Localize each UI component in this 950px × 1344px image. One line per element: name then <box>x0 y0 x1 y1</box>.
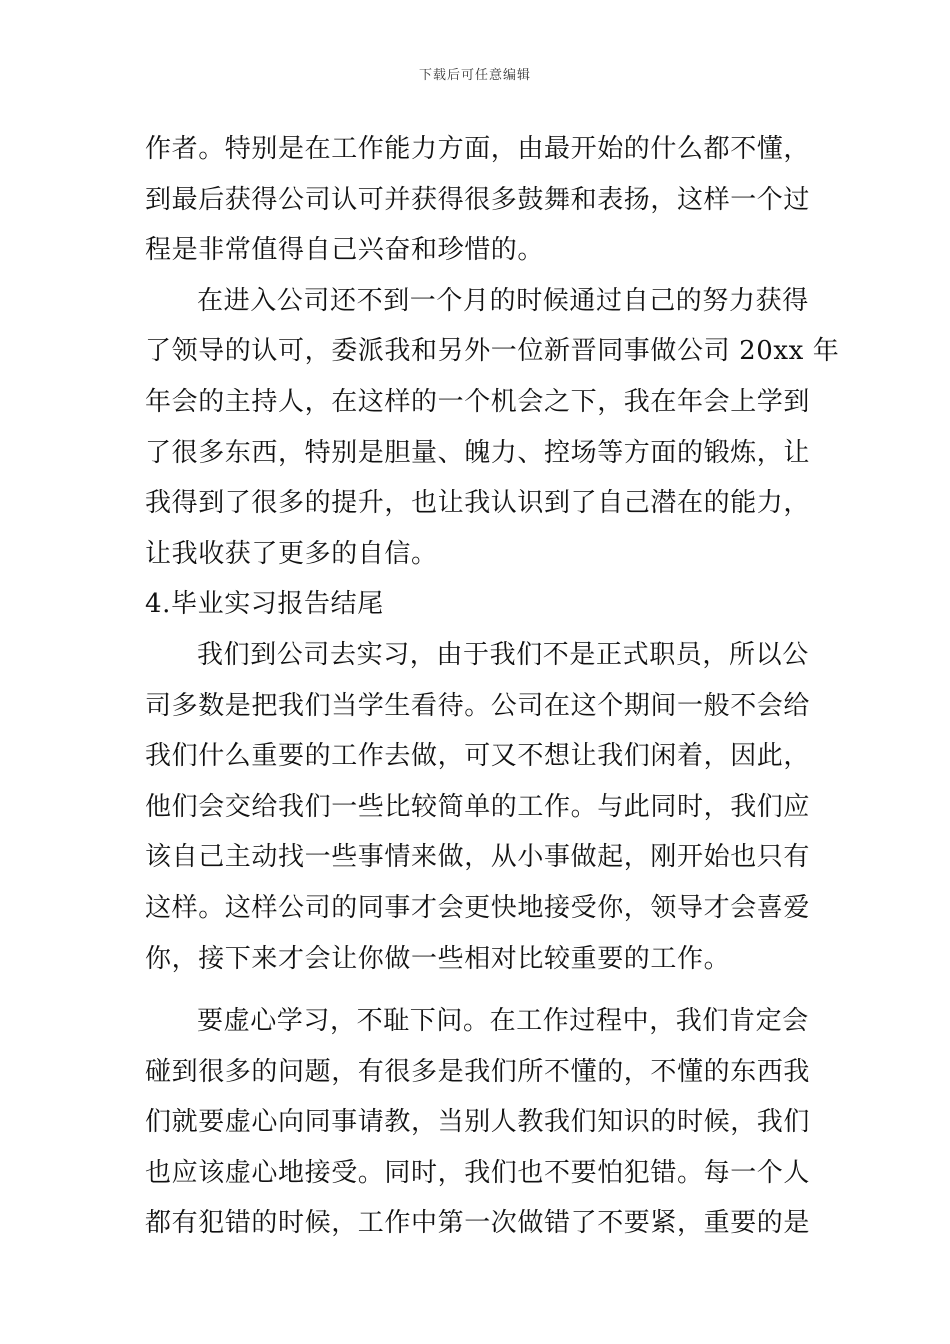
text-line: 们就要虚心向同事请教，当别人教我们知识的时候，我们 <box>145 1107 811 1138</box>
text-line: 也应该虚心地接受。同时，我们也不要怕犯错。每一个人 <box>145 1157 811 1188</box>
text-line: 你，接下来才会让你做一些相对比较重要的工作。 <box>145 943 731 974</box>
text-line: 让我收获了更多的自信。 <box>145 538 438 569</box>
text-line: 要虚心学习，不耻下问。在工作过程中，我们肯定会 <box>197 1006 809 1037</box>
text-line: 到最后获得公司认可并获得很多鼓舞和表扬，这样一个过 <box>145 184 811 215</box>
text-line: 我得到了很多的提升，也让我认识到了自己潜在的能力， <box>145 488 811 519</box>
paragraph-gap <box>145 984 810 996</box>
text-line: 司多数是把我们当学生看待。公司在这个期间一般不会给 <box>145 690 811 721</box>
text-line: 了很多东西，特别是胆量、魄力、控场等方面的锻炼，让 <box>145 437 811 468</box>
text-line: 该自己主动找一些事情来做，从小事做起，刚开始也只有 <box>145 842 811 873</box>
section-heading <box>145 579 810 630</box>
paragraph-4 <box>145 996 810 1249</box>
text-line: 碰到很多的问题，有很多是我们所不懂的，不懂的东西我 <box>145 1056 811 1087</box>
text-line: 都有犯错的时候，工作中第一次做错了不要紧，重要的是 <box>145 1208 811 1239</box>
paragraph-2 <box>145 276 840 580</box>
text-line: 年会的主持人，在这样的一个机会之下，我在年会上学到 <box>145 386 811 417</box>
paragraph-3 <box>145 630 810 984</box>
text-line: 了领导的认可，委派我和另外一位新晋同事做公司 20xx 年 <box>145 336 840 367</box>
text-line: 这样。这样公司的同事才会更快地接受你，领导才会喜爱 <box>145 892 811 923</box>
paragraph-1 <box>145 124 810 276</box>
text-line: 在进入公司还不到一个月的时候通过自己的努力获得 <box>197 285 809 316</box>
text-line: 程是非常值得自己兴奋和珍惜的。 <box>145 235 545 266</box>
document-body <box>145 124 840 1249</box>
heading-text: 4.毕业实习报告结尾 <box>145 589 384 620</box>
text-line: 作者。特别是在工作能力方面，由最开始的什么都不懂， <box>145 134 811 164</box>
text-line: 我们什么重要的工作去做，可又不想让我们闲着，因此， <box>145 741 811 772</box>
text-line: 我们到公司去实习，由于我们不是正式职员，所以公 <box>197 639 809 670</box>
page-header-note: 下载后可任意编辑 <box>418 68 531 83</box>
text-line: 他们会交给我们一些比较简单的工作。与此同时，我们应 <box>145 791 811 822</box>
